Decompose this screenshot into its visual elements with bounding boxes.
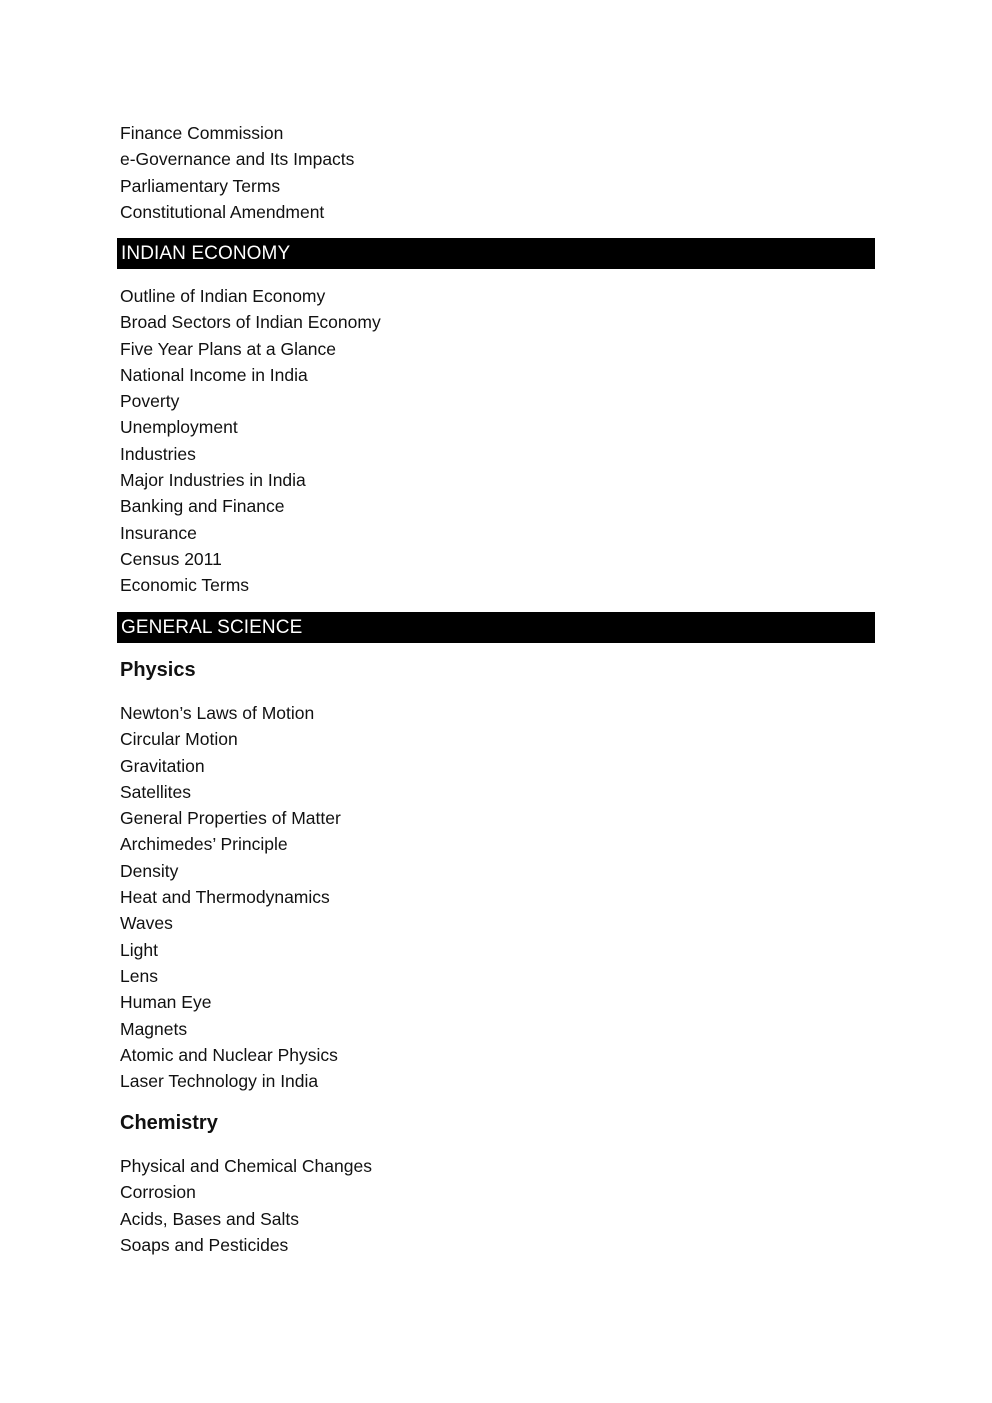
economy-topic-list [120, 283, 381, 599]
list-item: Physical and Chemical Changes [120, 1156, 372, 1176]
list-item: General Properties of Matter [120, 808, 341, 829]
list-item: Waves [120, 913, 173, 934]
list-item: Circular Motion [120, 729, 238, 750]
chemistry-topic-list [120, 1153, 372, 1258]
list-item: Broad Sectors of Indian Economy [120, 312, 381, 333]
list-item: Lens [120, 965, 158, 986]
subheading-chemistry: Chemistry [120, 1112, 218, 1134]
list-item: Newton’s Laws of Motion [120, 703, 315, 723]
list-item: Economic Terms [120, 575, 250, 596]
list-item: Major Industries in India [120, 470, 306, 491]
subheading-physics: Physics [120, 659, 196, 681]
list-item: Satellites [120, 781, 192, 802]
physics-topic-list [120, 700, 341, 1094]
list-item: Human Eye [120, 992, 212, 1013]
section-header-general-science: GENERAL SCIENCE [117, 612, 875, 643]
list-item: Soaps and Pesticides [120, 1234, 289, 1255]
list-item: Constitutional Amendment [120, 201, 325, 222]
list-item: e-Governance and Its Impacts [120, 149, 355, 170]
list-item: Parliamentary Terms [120, 175, 281, 196]
list-item: Finance Commission [120, 123, 284, 143]
list-item: Light [120, 939, 158, 960]
list-item: Insurance [120, 522, 197, 543]
list-item: Magnets [120, 1018, 188, 1039]
list-item: Outline of Indian Economy [120, 286, 326, 306]
list-item: Density [120, 860, 179, 881]
list-item: Atomic and Nuclear Physics [120, 1044, 338, 1065]
list-item: Heat and Thermodynamics [120, 887, 330, 908]
list-item: Archimedes’ Principle [120, 834, 288, 855]
section-header-indian-economy: INDIAN ECONOMY [117, 238, 875, 269]
list-item: Five Year Plans at a Glance [120, 338, 336, 359]
list-item: Gravitation [120, 755, 205, 776]
list-item: Laser Technology in India [120, 1071, 319, 1092]
list-item: Unemployment [120, 417, 238, 438]
list-item: Banking and Finance [120, 496, 285, 517]
list-item: Acids, Bases and Salts [120, 1208, 299, 1229]
list-item: Census 2011 [120, 548, 222, 569]
list-item: Poverty [120, 391, 180, 412]
polity-topic-list [120, 120, 354, 225]
list-item: National Income in India [120, 364, 308, 385]
list-item: Industries [120, 443, 196, 464]
list-item: Corrosion [120, 1182, 196, 1203]
